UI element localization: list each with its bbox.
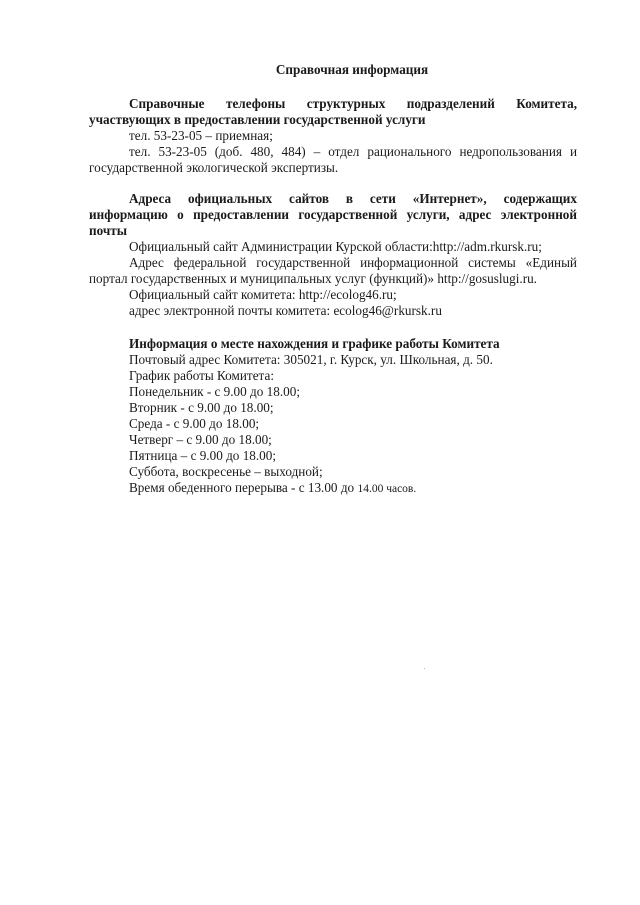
schedule-heading: Информация о месте нахождения и графике работы Комитета [129,336,500,351]
phones-heading: Справочные телефоны структурных подразделений Комитета, участвующих в предоставлении государственной услуги [89,96,577,127]
schedule-section [89,336,577,497]
schedule-title: График работы Комитета: [129,368,274,383]
schedule-monday: Понедельник - с 9.00 до 18.00; [129,384,300,399]
schedule-weekend: Суббота, воскресенье – выходной; [129,464,323,479]
lunch-break-prefix: Время обеденного перерыва - с 13.00 до [129,480,358,495]
lunch-break-suffix: 14.00 часов. [357,483,417,495]
schedule-friday: Пятница – с 9.00 до 18.00; [129,448,277,463]
schedule-wednesday: Среда - с 9.00 до 18.00; [129,416,260,431]
site-gosuslugi: Адрес федеральной государственной информационной системы «Единый портал государственных и муниципальных услуг (функций)» http://gosuslugi.ru. [89,255,577,286]
sites-heading: Адреса официальных сайтов в сети «Интернет», содержащих информацию о предоставлении государственной услуги, адрес электронной почты [89,191,577,238]
document-title: Справочная информация [275,62,429,77]
schedule-tuesday: Вторник - с 9.00 до 18.00; [129,400,274,415]
phone-department: тел. 53-23-05 (доб. 480, 484) – отдел рационального недропользования и государственной экологической экспертизы. [89,144,577,175]
phones-section [89,96,577,176]
postal-address: Почтовый адрес Комитета: 305021, г. Курск, ул. Школьная, д. 50. [129,352,493,367]
lunch-break [89,480,577,497]
page-speck [424,668,425,669]
phone-reception: тел. 53-23-05 – приемная; [129,128,273,143]
email-committee: адрес электронной почты комитета: ecolog46@rkursk.ru [129,303,442,318]
sites-section [89,191,577,319]
schedule-thursday: Четверг – с 9.00 до 18.00; [129,432,272,447]
site-committee: Официальный сайт комитета: http://ecolog46.ru; [129,287,397,302]
site-administration: Официальный сайт Администрации Курской области:http://adm.rkursk.ru; [129,239,542,254]
